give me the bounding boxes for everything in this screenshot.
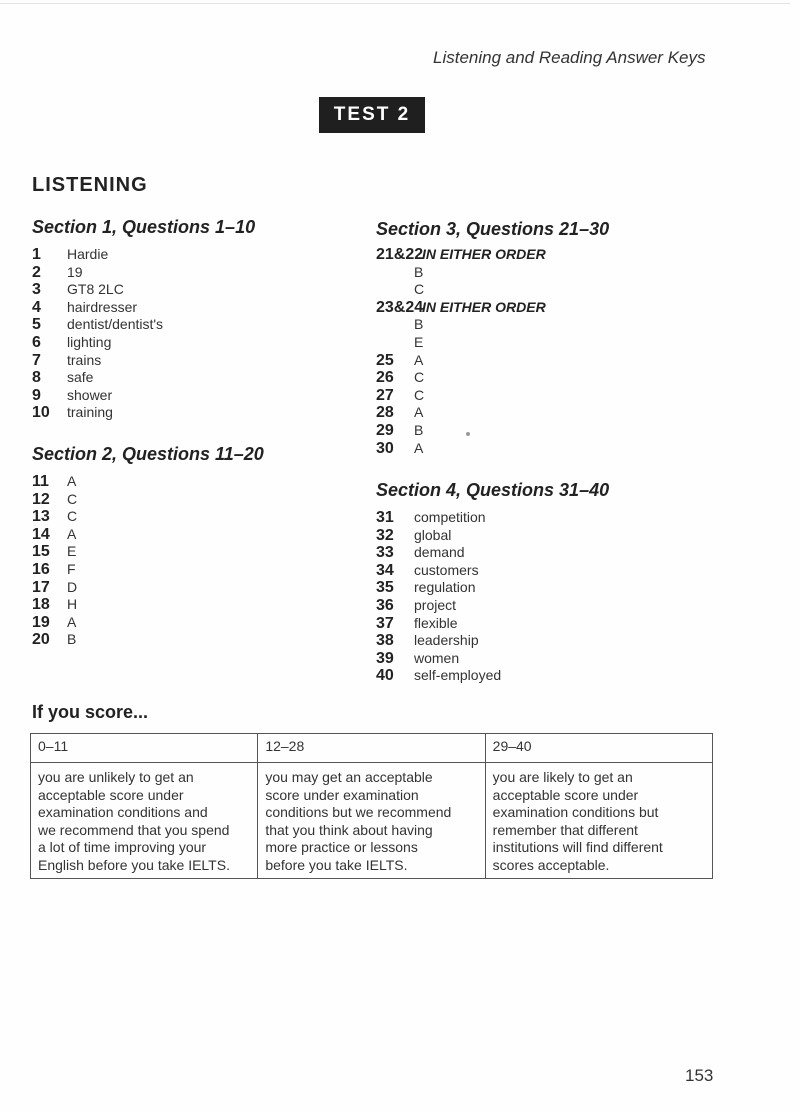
answer-text: C (67, 508, 78, 525)
answer-text: flexible (414, 614, 458, 631)
answer-row (376, 632, 501, 650)
section2-answers (32, 473, 77, 649)
answer-text: A (67, 613, 77, 630)
question-number: 30 (376, 439, 394, 457)
answer-row (32, 614, 77, 632)
page-number: 153 (685, 1066, 714, 1085)
section1-answers (32, 246, 163, 422)
answer-text: H (67, 596, 78, 613)
score-table (30, 733, 713, 879)
question-number: 25 (376, 351, 394, 369)
answer-row (376, 615, 501, 633)
advice-line: before you take IELTS. (265, 856, 408, 873)
answer-text: B (414, 421, 424, 438)
question-number: 3 (32, 281, 41, 299)
answer-row (32, 526, 77, 544)
question-number: 34 (376, 561, 394, 579)
answer-row (32, 491, 77, 509)
answer-text: shower (67, 386, 113, 403)
answer-text: project (414, 596, 457, 613)
answer-text: E (67, 543, 77, 560)
answer-text: customers (414, 561, 479, 578)
section4-title: Section 4, Questions 31–40 (376, 480, 610, 500)
answer-row (376, 422, 546, 440)
top-rule (0, 3, 790, 4)
answer-row (376, 527, 501, 545)
answer-row (376, 667, 501, 685)
answer-text: C (414, 369, 425, 386)
answer-group-header (376, 299, 546, 317)
answer-row (32, 264, 163, 282)
question-number: 5 (32, 316, 41, 334)
answer-text: C (414, 281, 425, 298)
answer-row (32, 369, 163, 387)
score-range: 12–28 (258, 734, 485, 763)
answer-text: B (67, 631, 77, 648)
advice-line: we recommend that you spend (38, 821, 230, 838)
answer-row (32, 334, 163, 352)
answer-row (376, 509, 501, 527)
running-header: Listening and Reading Answer Keys (433, 48, 706, 67)
question-number: 20 (32, 631, 50, 649)
advice-line: scores acceptable. (492, 856, 610, 873)
answer-row (376, 562, 501, 580)
question-number: 10 (32, 404, 50, 422)
answer-text: D (67, 578, 78, 595)
answer-text: hairdresser (67, 298, 138, 315)
advice-line: more practice or lessons (265, 839, 418, 855)
answer-text: 19 (67, 263, 83, 280)
question-number: 33 (376, 544, 394, 562)
answer-text: demand (414, 544, 465, 561)
question-number: 40 (376, 667, 394, 685)
answer-text: A (414, 439, 424, 456)
section2-title: Section 2, Questions 11–20 (32, 444, 264, 464)
score-range-row (31, 734, 713, 763)
question-number: 36 (376, 596, 394, 614)
answer-row (32, 404, 163, 422)
answer-text: dentist/dentist's (67, 316, 164, 333)
answer-text: lighting (67, 333, 112, 350)
answer-row (32, 246, 163, 264)
answer-text: B (414, 316, 424, 333)
answer-row (32, 543, 77, 561)
answer-text: E (414, 333, 424, 350)
answer-row (32, 473, 77, 491)
answer-text: self-employed (414, 667, 502, 684)
score-range: 0–11 (31, 734, 258, 763)
answer-text: B (414, 263, 424, 280)
answer-row (32, 508, 77, 526)
answer-text: regulation (414, 579, 476, 596)
answer-row (376, 352, 546, 370)
answer-text: A (414, 404, 424, 421)
answer-row (376, 579, 501, 597)
question-number: 32 (376, 526, 394, 544)
question-number: 15 (32, 543, 50, 561)
answer-row (376, 387, 546, 405)
answer-row (376, 369, 546, 387)
answer-row (32, 561, 77, 579)
question-number: 7 (32, 351, 41, 369)
question-number: 1 (32, 246, 41, 263)
question-number: 19 (32, 613, 50, 631)
answer-text: training (67, 404, 113, 421)
question-number: 16 (32, 560, 50, 578)
question-number: 29 (376, 421, 394, 439)
answer-row (376, 650, 501, 668)
answer-text: GT8 2LC (67, 281, 124, 298)
answer-row (32, 316, 163, 334)
question-number: 8 (32, 369, 41, 387)
question-number: 37 (376, 614, 394, 632)
question-number: 14 (32, 525, 50, 543)
question-number: 21&22 (376, 246, 424, 263)
advice-line: acceptable score under (38, 786, 184, 803)
answer-row (376, 440, 546, 458)
question-number: 12 (32, 490, 50, 508)
score-advice (485, 763, 712, 879)
advice-line: a lot of time improving your (38, 839, 207, 855)
advice-line: score under examination (265, 786, 419, 803)
score-advice-row (31, 763, 713, 879)
question-number: 18 (32, 596, 50, 614)
answer-text: competition (414, 509, 486, 525)
advice-line: you are likely to get an (492, 769, 633, 785)
section1-title: Section 1, Questions 1–10 (32, 217, 256, 237)
question-number: 13 (32, 508, 50, 526)
answer-row (32, 299, 163, 317)
question-number: 2 (32, 263, 41, 281)
question-number: 6 (32, 333, 41, 351)
either-order-note: IN EITHER ORDER (422, 246, 546, 262)
question-number: 11 (32, 473, 49, 490)
advice-line: you are unlikely to get an (38, 769, 194, 785)
score-heading: If you score... (32, 702, 149, 722)
question-number: 28 (376, 404, 394, 422)
score-advice (258, 763, 485, 879)
section4-answers (376, 509, 501, 685)
advice-line: English before you take IELTS. (38, 856, 230, 873)
section3-title: Section 3, Questions 21–30 (376, 219, 610, 239)
answer-text: A (67, 525, 77, 542)
either-order-note: IN EITHER ORDER (422, 298, 546, 315)
question-number: 17 (32, 578, 50, 596)
question-number: 9 (32, 386, 41, 404)
answer-row (376, 544, 501, 562)
answer-row (32, 579, 77, 597)
answer-row (376, 404, 546, 422)
question-number: 4 (32, 298, 41, 316)
advice-line: remember that different (492, 821, 638, 838)
question-number: 35 (376, 579, 394, 597)
answer-text: leadership (414, 632, 479, 649)
question-number: 26 (376, 369, 394, 387)
answer-row (32, 352, 163, 370)
answer-row (376, 597, 501, 615)
answer-text: Hardie (67, 246, 109, 262)
advice-line: institutions will find different (492, 839, 663, 855)
answer-row (32, 596, 77, 614)
answer-text: A (414, 351, 424, 368)
answer-text: A (67, 473, 77, 489)
answer-row (32, 281, 163, 299)
question-number: 23&24 (376, 298, 424, 316)
question-number: 31 (376, 509, 394, 526)
advice-line: conditions but we recommend (265, 804, 452, 820)
advice-line: examination conditions but (492, 804, 659, 820)
answer-text: trains (67, 351, 102, 368)
question-number: 27 (376, 386, 394, 404)
answer-row (32, 387, 163, 405)
advice-line: you may get an acceptable (265, 769, 433, 785)
listening-heading: LISTENING (32, 174, 148, 196)
advice-line: examination conditions and (38, 804, 208, 820)
answer-text: safe (67, 369, 94, 386)
advice-line: that you think about having (265, 821, 433, 838)
answer-text: C (414, 386, 425, 403)
answer-text: women (414, 649, 460, 666)
advice-line: acceptable score under (492, 786, 639, 803)
answer-text: global (414, 526, 452, 543)
answer-row (32, 631, 77, 649)
section3-answers (376, 246, 546, 457)
answer-group-header (376, 246, 546, 264)
score-advice (31, 763, 258, 879)
answer-text: F (67, 560, 76, 577)
test-badge: TEST 2 (319, 97, 425, 133)
question-number: 39 (376, 649, 394, 667)
scan-speck (466, 432, 470, 436)
answer-text: C (67, 490, 78, 507)
question-number: 38 (376, 632, 394, 650)
score-range: 29–40 (485, 734, 712, 763)
